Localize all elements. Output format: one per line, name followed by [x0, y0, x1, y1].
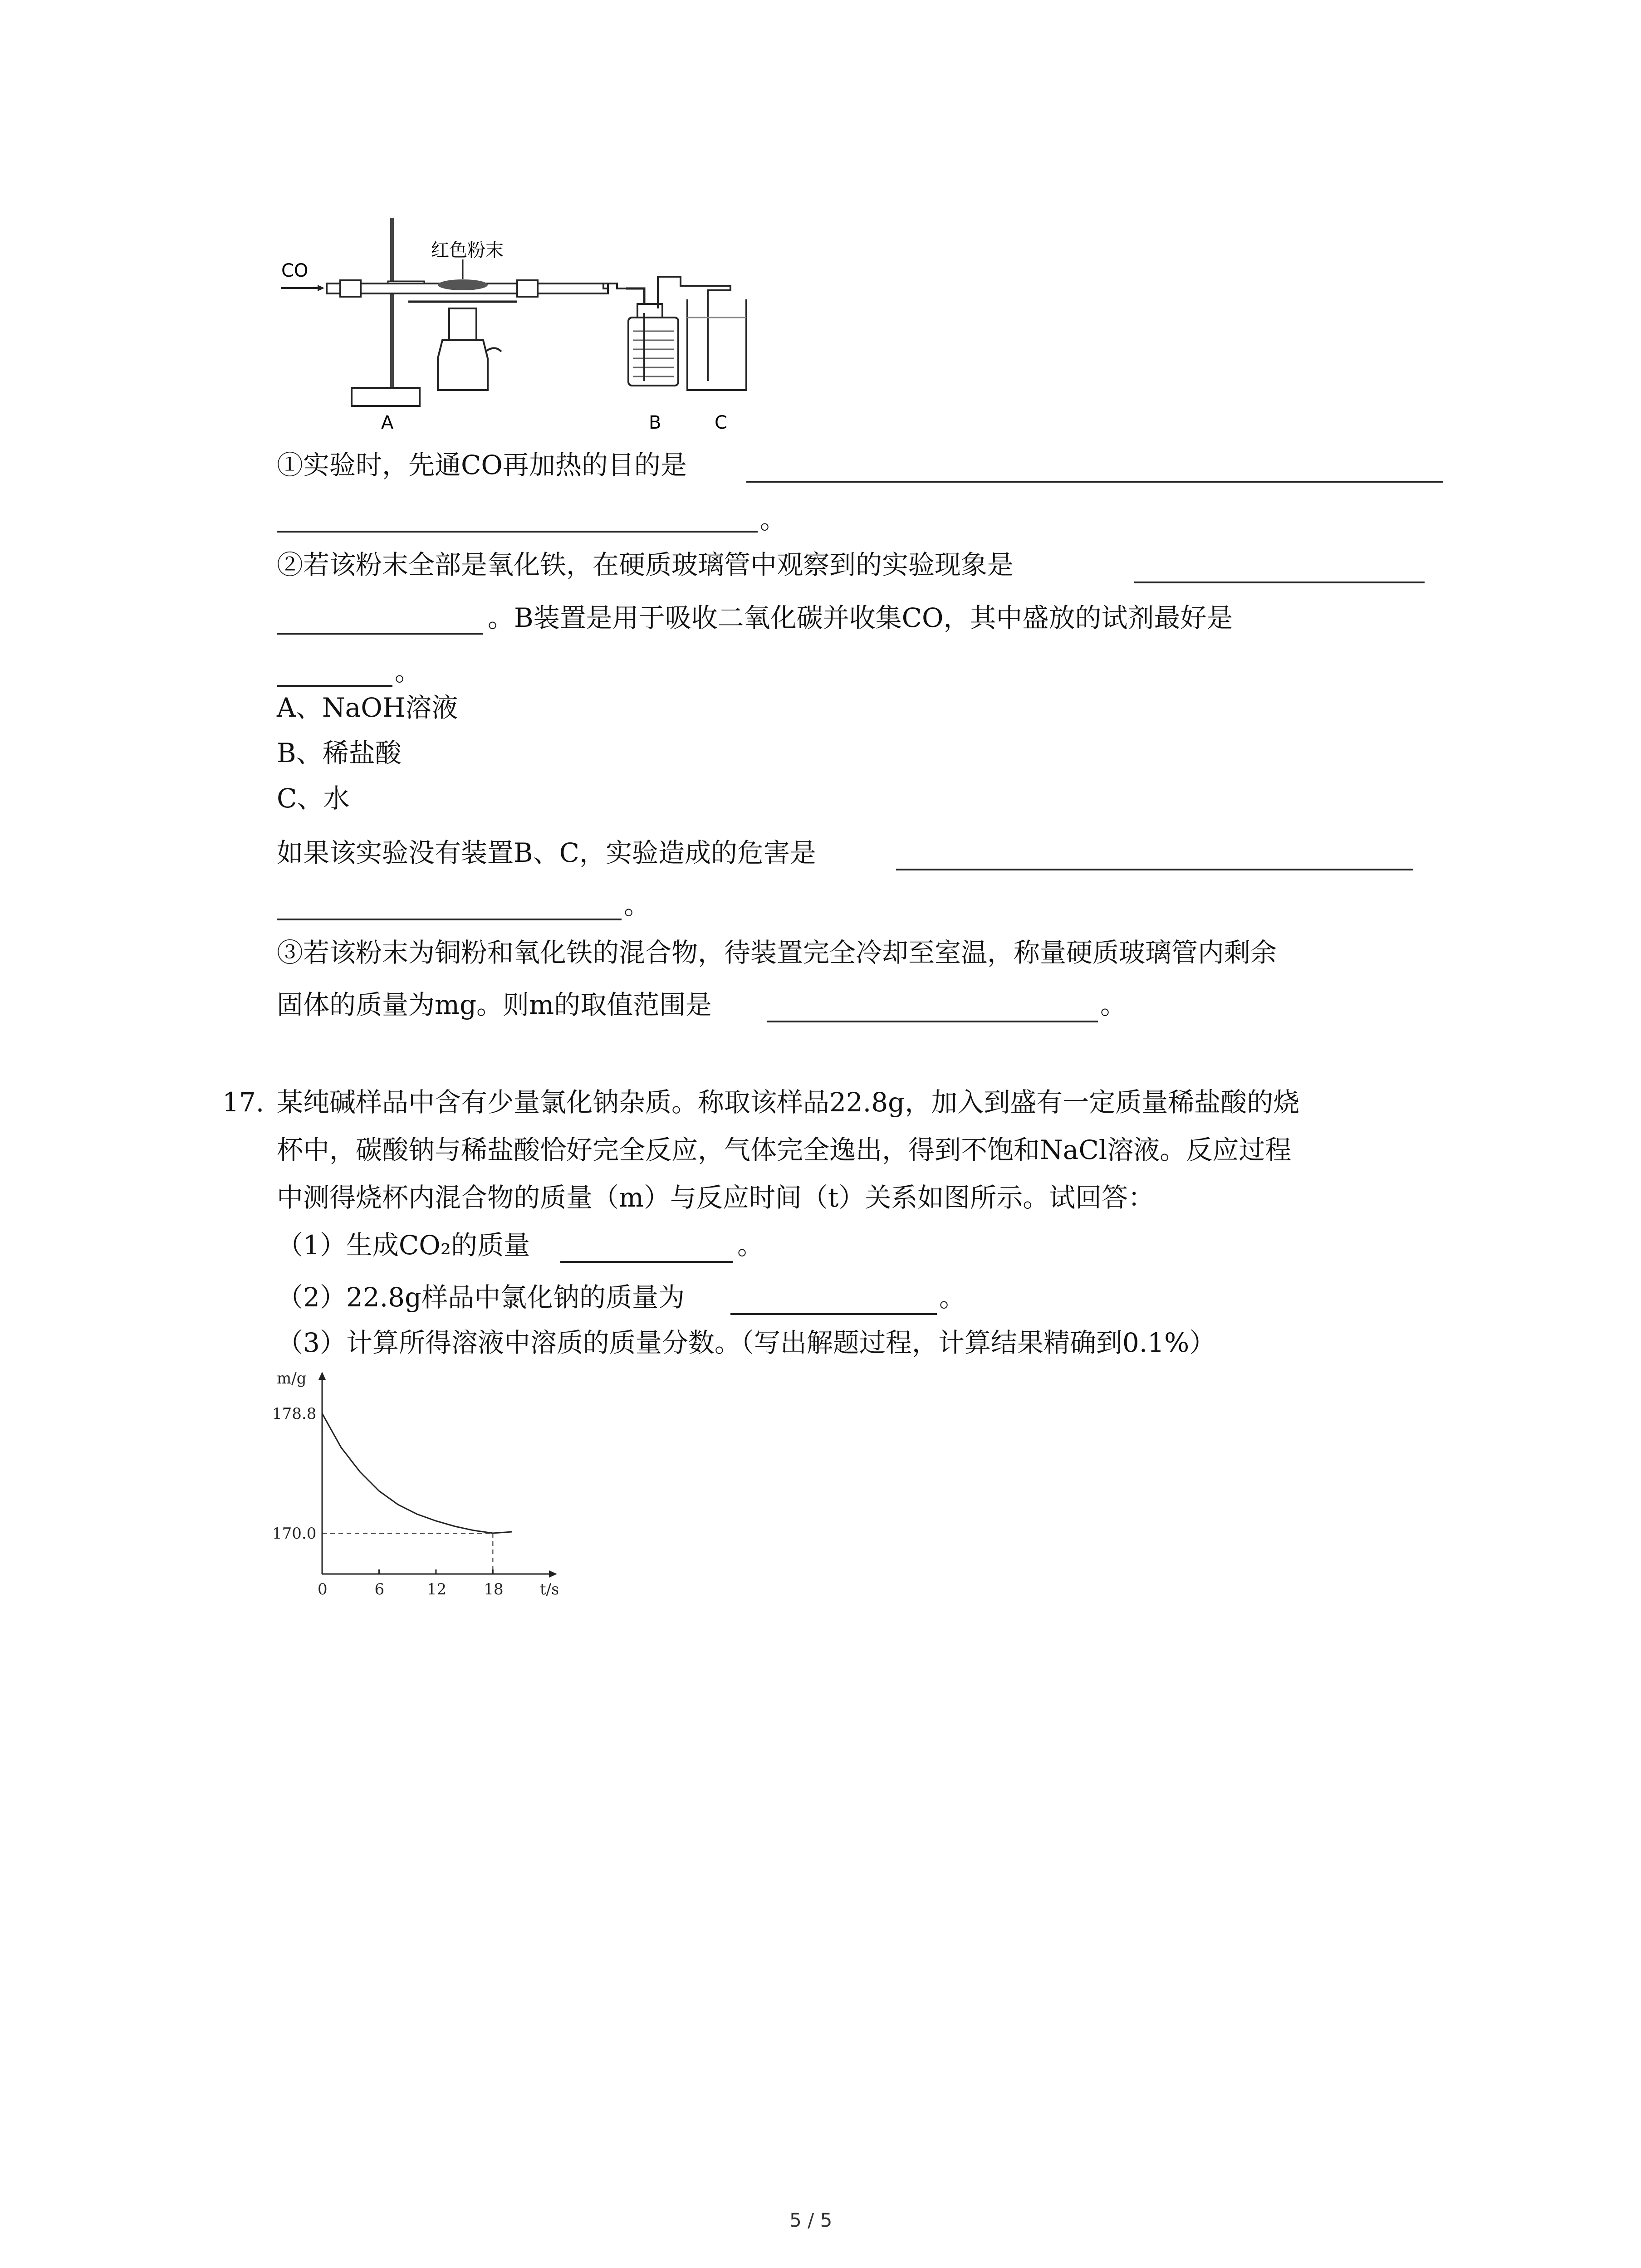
option-a: A、NaOH溶液: [277, 692, 458, 723]
label-c: C: [715, 412, 727, 433]
q16-hazard-blank[interactable]: [896, 869, 1413, 870]
q16-hazard: 如果该实验没有装置B、C，实验造成的危害是: [277, 837, 817, 868]
x-tick-label: 12: [426, 1580, 447, 1598]
q16-part3-end: 。: [1100, 989, 1127, 1020]
page-number: 5 / 5: [789, 2209, 833, 2231]
x-tick-label: 0: [318, 1580, 328, 1598]
q17-line2: 杯中，碳酸钠与稀盐酸恰好完全反应，气体完全逸出，得到不饱和NaCl溶液。反应过程: [277, 1134, 1292, 1165]
mass-time-chart: [263, 1370, 558, 1606]
x-axis-arrow: [549, 1570, 557, 1578]
option-c: C、水: [277, 783, 350, 814]
y-tick-label: 178.8: [272, 1405, 317, 1423]
red-powder: [438, 279, 488, 290]
q16-part1-end: 。: [760, 504, 787, 535]
co-label: CO: [281, 260, 309, 281]
q16-part3: ③若该粉末为铜粉和氧化铁的混合物，待装置完全冷却至室温，称量硬质玻璃管内剩余: [277, 937, 1277, 968]
q16-range-blank[interactable]: [767, 1021, 1098, 1022]
iron-stand-base: [352, 388, 420, 406]
apparatus-diagram: [272, 209, 749, 435]
q17-sub1-end: 。: [737, 1230, 764, 1261]
q17-number: 17.: [222, 1087, 265, 1118]
x-tick-label: 18: [484, 1580, 504, 1598]
x-axis-label: t/s: [540, 1580, 558, 1598]
alcohol-lamp: [438, 340, 488, 390]
q17-line3: 中测得烧杯内混合物的质量（m）与反应时间（t）关系如图所示。试回答：: [277, 1182, 1155, 1213]
y-axis-label: m/g: [277, 1370, 307, 1388]
q16-part3-cont: 固体的质量为mg。则m的取值范围是: [277, 989, 712, 1020]
beaker-c: [687, 299, 746, 390]
q16-part1: ①实验时，先通CO再加热的目的是: [277, 450, 687, 480]
y-tick-label: 170.0: [272, 1525, 317, 1543]
option-b: B、稀盐酸: [277, 738, 402, 768]
mass-curve: [322, 1413, 512, 1533]
q16-part2: ②若该粉末全部是氧化铁，在硬质玻璃管中观察到的实验现象是: [277, 549, 1014, 580]
bottle-b: [628, 318, 678, 386]
q17-sub3: （3）计算所得溶液中溶质的质量分数。（写出解题过程，计算结果精确到0.1%）: [277, 1327, 1216, 1358]
q16-part2-end: 。: [395, 656, 421, 687]
q16-part1-blank[interactable]: [746, 481, 1443, 483]
q16-hazard-end: 。: [624, 890, 651, 920]
q17-sub1: （1）生成CO₂的质量: [277, 1230, 530, 1261]
apparatus-drawing: [272, 209, 749, 435]
q16-hazard-blank2[interactable]: [277, 919, 622, 920]
label-b: B: [649, 412, 661, 433]
y-axis-arrow: [318, 1372, 326, 1380]
q16-reagent-blank[interactable]: [277, 685, 392, 687]
q16-part2-cont: 。B装置是用于吸收二氧化碳并收集CO，其中盛放的试剂最好是: [488, 602, 1233, 633]
label-a: A: [381, 412, 394, 433]
q17-sub2-end: 。: [939, 1282, 966, 1313]
q16-part2-blank2[interactable]: [277, 633, 483, 635]
mass-time-chart-svg: [263, 1370, 558, 1606]
powder-label: 红色粉末: [431, 240, 504, 261]
q16-part1-blank2[interactable]: [277, 531, 758, 533]
q16-part2-blank[interactable]: [1134, 582, 1425, 583]
q17-sub1-blank[interactable]: [560, 1261, 733, 1263]
q17-sub2-blank[interactable]: [730, 1313, 937, 1315]
q17-line1: 某纯碱样品中含有少量氯化钠杂质。称取该样品22.8g，加入到盛有一定质量稀盐酸的烧: [277, 1087, 1300, 1118]
iron-stand-rod: [390, 218, 394, 390]
x-tick-label: 6: [374, 1580, 385, 1598]
q17-sub2: （2）22.8g样品中氯化钠的质量为: [277, 1282, 685, 1313]
